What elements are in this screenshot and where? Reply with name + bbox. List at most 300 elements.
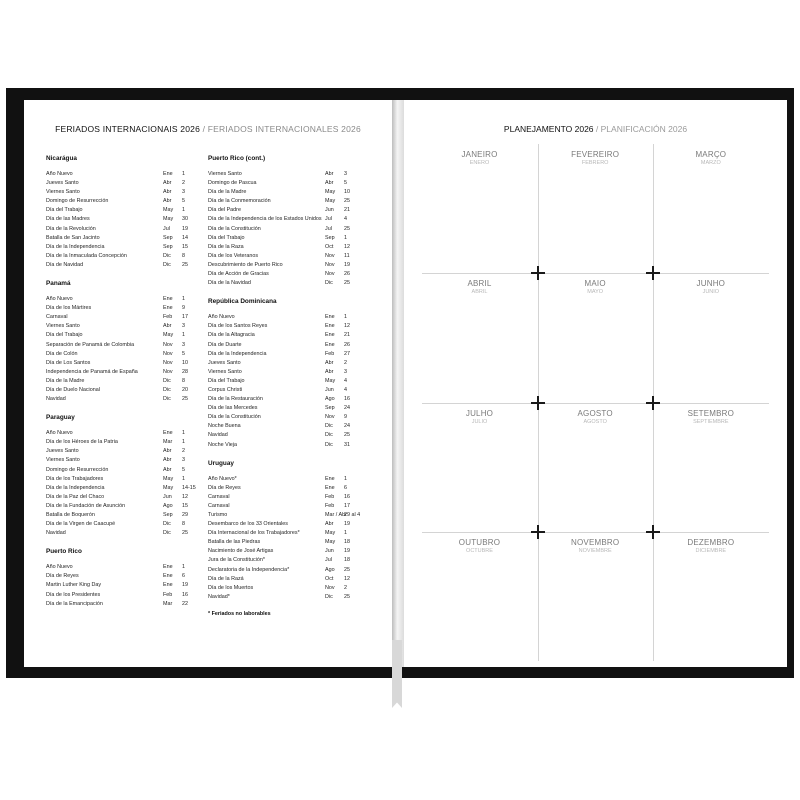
holiday-row <box>208 556 353 565</box>
holiday-day: 1 <box>182 430 185 437</box>
holiday-name: Día de la Razá <box>208 575 244 582</box>
month-name-alt: SEPTIEMBRE <box>693 418 729 425</box>
holiday-name: Día de los Veteranos <box>208 252 259 259</box>
holiday-name: Día de la Navidad <box>208 280 251 287</box>
holiday-name: Día de la Independencia de los Estados Unidos <box>208 216 322 223</box>
holiday-row <box>208 584 353 593</box>
holiday-name: Navidad <box>46 530 66 537</box>
holiday-month: Ene <box>163 296 173 303</box>
holiday-day: 12 <box>344 575 350 582</box>
month-name: MAIO <box>584 279 606 289</box>
month-cell[interactable] <box>538 144 653 273</box>
holiday-name: Jueves Santo <box>208 359 241 366</box>
holiday-day: 19 <box>344 521 350 528</box>
holiday-day: 21 <box>344 332 350 339</box>
holiday-row <box>208 322 353 331</box>
holiday-day: 18 <box>344 557 350 564</box>
holiday-row <box>208 225 353 234</box>
holiday-month: Ene <box>325 341 335 348</box>
holiday-name: Corpus Christi <box>208 386 243 393</box>
plus-marker-icon <box>531 525 545 539</box>
holiday-month: Feb <box>325 350 335 357</box>
holiday-name: Día de Reyes <box>208 484 241 491</box>
holiday-name: Navidad* <box>208 593 230 600</box>
holiday-name: Domingo de Resurrección <box>46 198 109 205</box>
holiday-name: Día de los Héroes de la Patria <box>46 439 118 446</box>
bookmark-ribbon <box>392 640 402 708</box>
holiday-row <box>46 572 191 581</box>
holiday-row <box>208 566 353 575</box>
holiday-month: May <box>163 475 174 482</box>
holiday-name: Día de Navidad <box>46 261 84 268</box>
country-title: República Dominicana <box>208 298 277 306</box>
holidays-title-alt: FERIADOS INTERNACIONALES 2026 <box>207 124 361 134</box>
holiday-day: 26 <box>344 271 350 278</box>
holiday-row <box>208 475 353 484</box>
holiday-row <box>46 295 191 304</box>
holidays-page <box>24 100 392 667</box>
holiday-month: Sep <box>325 405 335 412</box>
holiday-name: Año Nuevo <box>208 314 235 321</box>
holiday-day: 12 <box>344 243 350 250</box>
holiday-month: Nov <box>325 271 335 278</box>
holiday-row <box>208 484 353 493</box>
holiday-name: Día de la Independencia <box>46 484 105 491</box>
holiday-row <box>46 225 191 234</box>
holiday-name: Viernes Santo <box>46 457 80 464</box>
holiday-month: Dic <box>163 396 171 403</box>
holiday-month: Dic <box>163 521 171 528</box>
holiday-day: 1 <box>182 207 185 214</box>
holiday-month: Jul <box>325 225 332 232</box>
holiday-day: 2 <box>344 359 347 366</box>
holiday-row <box>208 215 353 224</box>
month-name: JUNHO <box>696 279 726 289</box>
holiday-day: 19 <box>182 582 188 589</box>
holiday-day: 28 <box>182 368 188 375</box>
holiday-day: 18 <box>344 539 350 546</box>
holiday-row <box>208 593 353 602</box>
holiday-month: Jun <box>325 548 334 555</box>
holiday-month: Dic <box>325 432 333 439</box>
holiday-month: May <box>325 539 336 546</box>
holiday-month: Sep <box>163 512 173 518</box>
holiday-month: Ene <box>325 314 335 321</box>
holiday-month: Sep <box>163 243 173 250</box>
country-section <box>208 154 353 288</box>
holiday-row <box>208 511 361 520</box>
holiday-name: Día de la Madre <box>46 377 85 384</box>
holiday-day: 1 <box>344 234 347 241</box>
holiday-name: Batalla de Boquerón <box>46 512 95 518</box>
holiday-month: Ene <box>325 332 335 339</box>
holiday-row <box>46 243 191 252</box>
holiday-month: Dic <box>325 593 333 600</box>
holiday-row <box>208 520 353 529</box>
holiday-day: 5 <box>182 466 185 473</box>
holiday-name: Noche Buena <box>208 423 241 430</box>
holiday-row <box>208 441 353 450</box>
month-name: OUTUBRO <box>458 537 501 547</box>
month-name: DEZEMBRO <box>687 537 735 547</box>
holiday-month: Nov <box>163 350 173 357</box>
holiday-row <box>46 341 191 350</box>
holiday-day: 12 <box>182 493 188 500</box>
holiday-name: Viernes Santo <box>208 368 242 375</box>
holiday-name: Día del Trabajo <box>46 332 83 339</box>
month-cell[interactable] <box>653 532 768 661</box>
holiday-row <box>208 404 353 413</box>
holiday-month: Nov <box>325 414 335 421</box>
holiday-day: 4 <box>344 386 347 393</box>
holiday-row <box>46 511 191 520</box>
holiday-month: Nov <box>163 341 173 348</box>
holiday-row <box>208 331 353 340</box>
holiday-month: Dic <box>325 280 333 287</box>
holiday-row <box>208 377 353 386</box>
holiday-month: Mar / Abr <box>325 512 347 518</box>
holiday-month: Ene <box>163 573 173 580</box>
holiday-month: May <box>325 189 336 196</box>
month-grid <box>422 144 769 661</box>
holiday-row <box>46 520 191 529</box>
holiday-day: 25 <box>182 530 188 537</box>
holiday-month: Ene <box>163 582 173 589</box>
holiday-name: Día de Los Santos <box>46 359 91 366</box>
holiday-day: 8 <box>182 252 185 259</box>
holiday-name: Día de los Presidentes <box>46 591 101 598</box>
holiday-month: Sep <box>325 234 335 241</box>
holiday-row <box>208 529 353 538</box>
month-name-alt: OCTUBRE <box>466 547 493 554</box>
holiday-day: 8 <box>182 521 185 528</box>
holiday-month: May <box>163 207 174 214</box>
holiday-name: Carnaval <box>46 314 68 321</box>
month-cell[interactable] <box>653 273 768 402</box>
holiday-day: 3 <box>344 171 347 177</box>
holiday-row <box>46 234 191 243</box>
holiday-name: Día del Trabajo <box>208 377 245 384</box>
holiday-day: 25 <box>344 593 350 600</box>
holiday-row <box>208 368 353 377</box>
holiday-month: Ene <box>325 323 335 330</box>
holiday-row <box>208 538 353 547</box>
holiday-row <box>46 170 191 179</box>
holiday-month: Ago <box>325 566 335 573</box>
country-title: Paraguay <box>46 414 75 422</box>
holiday-month: Ene <box>325 475 335 482</box>
country-section <box>46 413 196 538</box>
holidays-footnote: * Feriados no laborables <box>208 610 271 617</box>
holiday-name: Día de los Santos Reyes <box>208 323 268 330</box>
holiday-row <box>208 243 353 252</box>
grid-divider-horizontal <box>422 273 769 274</box>
holiday-day: 5 <box>182 198 185 205</box>
holiday-name: Día de la Conmemoración <box>208 198 271 205</box>
holiday-name: Separación de Panamá de Colombia <box>46 341 135 348</box>
holiday-name: Día de Acción de Gracias <box>208 271 269 278</box>
planning-page <box>404 100 787 667</box>
holiday-row <box>46 447 191 456</box>
holiday-row <box>46 493 191 502</box>
holiday-row <box>46 581 191 590</box>
holiday-row <box>46 563 191 572</box>
holiday-day: 1 <box>182 171 185 177</box>
holiday-day: 1 <box>344 475 347 482</box>
holiday-name: Año Nuevo <box>46 171 73 177</box>
holiday-day: 29 al 4 <box>344 512 361 518</box>
holiday-month: Dic <box>163 261 171 268</box>
holiday-row <box>208 493 353 502</box>
holiday-name: Día del Padre <box>208 207 241 214</box>
holiday-month: Abr <box>163 466 172 473</box>
holiday-day: 3 <box>182 323 185 330</box>
month-name-alt: MAYO <box>587 289 604 296</box>
holiday-day: 1 <box>344 530 347 537</box>
holidays-column-1 <box>46 154 196 618</box>
month-name: AGOSTO <box>577 408 613 418</box>
holiday-row <box>46 395 191 404</box>
holiday-name: Viernes Santo <box>46 323 80 330</box>
holiday-month: May <box>325 377 336 384</box>
holiday-day: 6 <box>182 573 185 580</box>
holiday-day: 25 <box>344 566 350 573</box>
month-name-alt: MARZO <box>700 160 721 166</box>
grid-divider-horizontal <box>422 532 769 533</box>
holiday-day: 1 <box>182 439 185 446</box>
holiday-name: Día de Duarte <box>208 341 242 348</box>
holiday-name: Jura de la Constitución* <box>208 557 265 564</box>
holiday-row <box>46 456 191 465</box>
month-cell[interactable] <box>653 144 768 273</box>
holiday-month: Oct <box>325 575 334 582</box>
holidays-title-main: FERIADOS INTERNACIONAIS 2026 <box>55 124 201 134</box>
holiday-month: Mar <box>163 439 173 446</box>
holiday-day: 3 <box>182 189 185 196</box>
holiday-row <box>46 368 191 377</box>
holiday-name: Descubrimiento de Puerto Rico <box>208 261 283 268</box>
holiday-row <box>46 484 196 493</box>
holiday-day: 10 <box>182 359 188 366</box>
country-section <box>208 459 361 602</box>
holiday-row <box>46 600 191 609</box>
holiday-row <box>208 206 353 215</box>
month-name: ABRIL <box>467 279 492 289</box>
month-cell[interactable] <box>422 144 537 273</box>
holiday-row <box>208 431 353 440</box>
holiday-month: Abr <box>325 368 334 375</box>
holiday-row <box>46 475 191 484</box>
holiday-row <box>46 252 191 261</box>
holiday-day: 1 <box>344 314 347 321</box>
holiday-row <box>208 422 353 431</box>
holiday-row <box>208 179 353 188</box>
holiday-day: 25 <box>182 396 188 403</box>
month-name-alt: JUNIO <box>702 289 720 296</box>
holiday-day: 30 <box>182 216 188 223</box>
holiday-name: Independencia de Panamá de España <box>46 368 138 375</box>
planning-title: PLANEJAMENTO 2026 / PLANIFICACIÓN 2026 <box>503 124 688 134</box>
holiday-row <box>46 304 191 313</box>
holiday-name: Día de la Emancipación <box>46 600 103 607</box>
month-cell[interactable] <box>538 403 653 532</box>
holiday-month: May <box>325 198 336 205</box>
plus-marker-icon <box>531 396 545 410</box>
holiday-name: Día de las Madres <box>46 216 90 223</box>
holiday-row <box>208 395 353 404</box>
holiday-day: 26 <box>344 341 350 348</box>
month-cell[interactable] <box>422 532 537 661</box>
holiday-name: Día de la Paz del Chaco <box>46 493 105 500</box>
holiday-name: Desembarco de los 33 Orientales <box>208 521 289 528</box>
holiday-day: 16 <box>344 396 350 403</box>
holiday-day: 6 <box>344 484 347 491</box>
holiday-name: Batalla de San Jacinto <box>46 234 100 241</box>
holiday-name: Viernes Santo <box>208 171 242 177</box>
holiday-day: 2 <box>182 448 185 455</box>
holiday-name: Batalla de las Piedras <box>208 539 261 546</box>
plus-marker-icon <box>646 525 660 539</box>
holiday-day: 1 <box>182 332 185 339</box>
holiday-row <box>208 359 353 368</box>
holiday-day: 31 <box>344 441 350 448</box>
holiday-name: Nacimiento de José Artigas <box>208 548 274 555</box>
holiday-month: Ene <box>163 430 173 437</box>
country-title: Puerto Rico <box>46 548 82 556</box>
holiday-month: Abr <box>325 180 334 187</box>
holiday-row <box>208 261 353 270</box>
holiday-name: Año Nuevo <box>46 296 73 303</box>
grid-divider-horizontal <box>422 403 769 404</box>
holiday-day: 2 <box>182 180 185 187</box>
holiday-month: Abr <box>163 457 172 464</box>
holiday-day: 14 <box>182 234 188 241</box>
month-cell[interactable] <box>538 532 653 661</box>
country-title: Uruguay <box>208 459 234 467</box>
month-name-alt: ABRIL <box>471 289 488 296</box>
plus-marker-icon <box>646 266 660 280</box>
holiday-row <box>46 377 191 386</box>
holiday-month: Ago <box>325 396 335 403</box>
month-cell[interactable] <box>422 273 537 402</box>
country-section <box>208 297 353 449</box>
holiday-day: 16 <box>182 591 188 598</box>
holiday-month: Jun <box>325 207 334 214</box>
holiday-row <box>46 206 191 215</box>
country-title: Puerto Rico (cont.) <box>208 155 266 162</box>
month-cell[interactable] <box>538 273 653 402</box>
country-section <box>46 279 191 404</box>
holiday-name: Día de los Trabajadores <box>46 475 104 482</box>
holiday-name: Día de la Restauración <box>208 396 263 403</box>
holiday-name: Turismo <box>208 512 228 518</box>
month-cell[interactable] <box>422 403 537 532</box>
holiday-day: 16 <box>344 493 350 500</box>
holiday-day: 14-15 <box>182 484 196 491</box>
holiday-row <box>46 529 191 538</box>
holiday-row <box>208 386 353 395</box>
holiday-day: 4 <box>344 377 347 384</box>
book-spine <box>392 100 404 667</box>
holiday-month: May <box>163 484 174 491</box>
holiday-row <box>208 170 353 179</box>
holiday-name: Carnaval <box>208 502 230 509</box>
holiday-month: Sep <box>163 234 173 241</box>
holiday-row <box>208 252 353 261</box>
holiday-name: Día de Reyes <box>46 573 79 580</box>
holiday-month: Dic <box>163 377 171 384</box>
holiday-name: Día del Trabajo <box>208 234 245 241</box>
month-name-alt: FEBRERO <box>581 160 609 166</box>
holiday-name: Navidad <box>208 432 228 439</box>
holiday-day: 12 <box>344 323 350 330</box>
holiday-name: Día de la Revolución <box>46 225 96 232</box>
holiday-day: 19 <box>344 548 350 555</box>
holiday-day: 19 <box>182 225 188 232</box>
holiday-month: Jul <box>163 225 170 232</box>
plus-marker-icon <box>531 266 545 280</box>
holiday-month: Oct <box>325 243 334 250</box>
month-name: JANEIRO <box>461 150 498 159</box>
holiday-row <box>208 341 353 350</box>
holiday-month: Dic <box>163 252 171 259</box>
holiday-row <box>208 502 353 511</box>
holiday-day: 29 <box>182 512 188 518</box>
holiday-name: Navidad <box>46 396 66 403</box>
holiday-row <box>208 234 353 243</box>
holiday-month: Ene <box>163 171 173 177</box>
planning-title-main: PLANEJAMENTO 2026 <box>503 124 594 134</box>
country-section <box>46 154 191 270</box>
holiday-name: Día de los Muertos <box>208 584 254 591</box>
holiday-name: Declaratoria de la Independencia* <box>208 566 290 573</box>
holiday-month: Abr <box>163 323 172 330</box>
holiday-row <box>46 350 191 359</box>
holiday-row <box>46 502 191 511</box>
holiday-day: 15 <box>182 243 188 250</box>
holiday-row <box>46 466 191 475</box>
holiday-month: May <box>163 216 174 223</box>
holiday-day: 21 <box>344 207 350 214</box>
month-name: FEVEREIRO <box>571 150 620 159</box>
holiday-name: Día de la Independencia <box>46 243 105 250</box>
holiday-month: Dic <box>325 423 333 430</box>
holiday-name: Domingo de Resurrección <box>46 466 109 473</box>
holiday-month: Ago <box>163 502 173 509</box>
holiday-month: Nov <box>325 584 335 591</box>
holiday-name: Carnaval <box>208 493 230 500</box>
holiday-month: Feb <box>163 591 173 598</box>
holiday-month: Dic <box>163 386 171 393</box>
holiday-month: Ene <box>325 484 335 491</box>
holiday-month: Jul <box>325 557 332 564</box>
holiday-name: Día de la Constitución <box>208 414 261 421</box>
holiday-day: 10 <box>344 189 350 196</box>
holiday-name: Día de la Independencia <box>208 350 267 357</box>
holiday-name: Día de la Virgen de Caacupé <box>46 521 116 528</box>
holiday-day: 1 <box>182 564 185 571</box>
month-cell[interactable] <box>653 403 768 532</box>
holiday-name: Día de los Mártires <box>46 305 92 312</box>
holiday-row <box>208 313 353 322</box>
holiday-day: 25 <box>344 432 350 439</box>
holiday-day: 24 <box>344 405 350 412</box>
holiday-name: Año Nuevo <box>46 430 73 437</box>
holiday-day: 25 <box>182 261 188 268</box>
holiday-day: 11 <box>344 252 350 259</box>
month-name: SETEMBRO <box>687 408 735 418</box>
holiday-name: Día de Duelo Nacional <box>46 386 100 393</box>
